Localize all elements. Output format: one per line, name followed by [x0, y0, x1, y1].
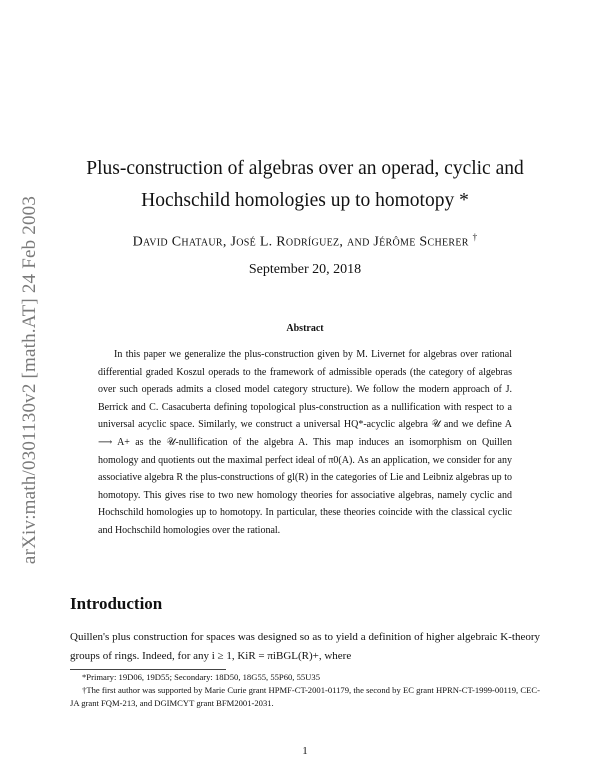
footnote-grants: †The first author was supported by Marie Curie grant HPMF-CT-2001-01179, the second by EC grant HPRN-CT-1999-00119, CEC-JA grant FQM-213, and DGIMCYT grant BFM2001-2031.: [70, 685, 540, 708]
paper-date: September 20, 2018: [248, 262, 362, 277]
footnotes: [70, 671, 540, 710]
author-footnote-mark: †: [472, 232, 478, 242]
introduction-paragraph: Quillen's plus construction for spaces was designed so as to yield a definition of higher algebraic K-theory groups of rings. Indeed, for any i ≥ 1, KiR = πiBGL(R)+, where: [70, 631, 540, 662]
section-title-introduction: Introduction: [70, 594, 163, 613]
footnote-classification: *Primary: 19D06, 19D55; Secondary: 18D50, 18G55, 55P60, 55U35: [82, 672, 320, 682]
arxiv-identifier: arXiv:math/0301130v2 [math.AT] 24 Feb 2003: [19, 195, 40, 565]
arxiv-stamp: [10, 160, 50, 600]
author-names: David Chataur, José L. Rodríguez, and Jérôme Scherer: [132, 234, 469, 250]
footnote-rule: [70, 669, 226, 670]
paper-title: Plus-construction of algebras over an operad, cyclic and Hochschild homologies up to homotopy *: [86, 158, 524, 211]
page-number: 1: [302, 745, 308, 757]
author-line: [70, 232, 540, 251]
abstract-heading: Abstract: [286, 323, 324, 334]
abstract-text: In this paper we generalize the plus-construction given by M. Livernet for algebras over rational differential graded Koszul operads to the framework of admissible operads (the category of algebras over such operads admits a closed model category structure). We follow the modern approach of J. Berrick and C. Casacuberta defining topological plus-construction as a nullification with respect to a universal acyclic space. Similarly, we construct a universal HQ*-acyclic algebra 𝒰 and we define A ⟶ A+ as the 𝒰-nullification of the algebra A. This map induces an isomorphism on Quillen homology and quotients out the maximal perfect ideal of π0(A). As an application, we consider for any associative algebra R the plus-constructions of gl(R) in the categories of Lie and Leibniz algebras up to homotopy. This gives rise to two new homology theories for associative algebras, namely cyclic and Hochschild homologies up to homotopy. In particular, these theories coincide with the classical cyclic and Hochschild homologies over the rational.: [98, 349, 512, 536]
